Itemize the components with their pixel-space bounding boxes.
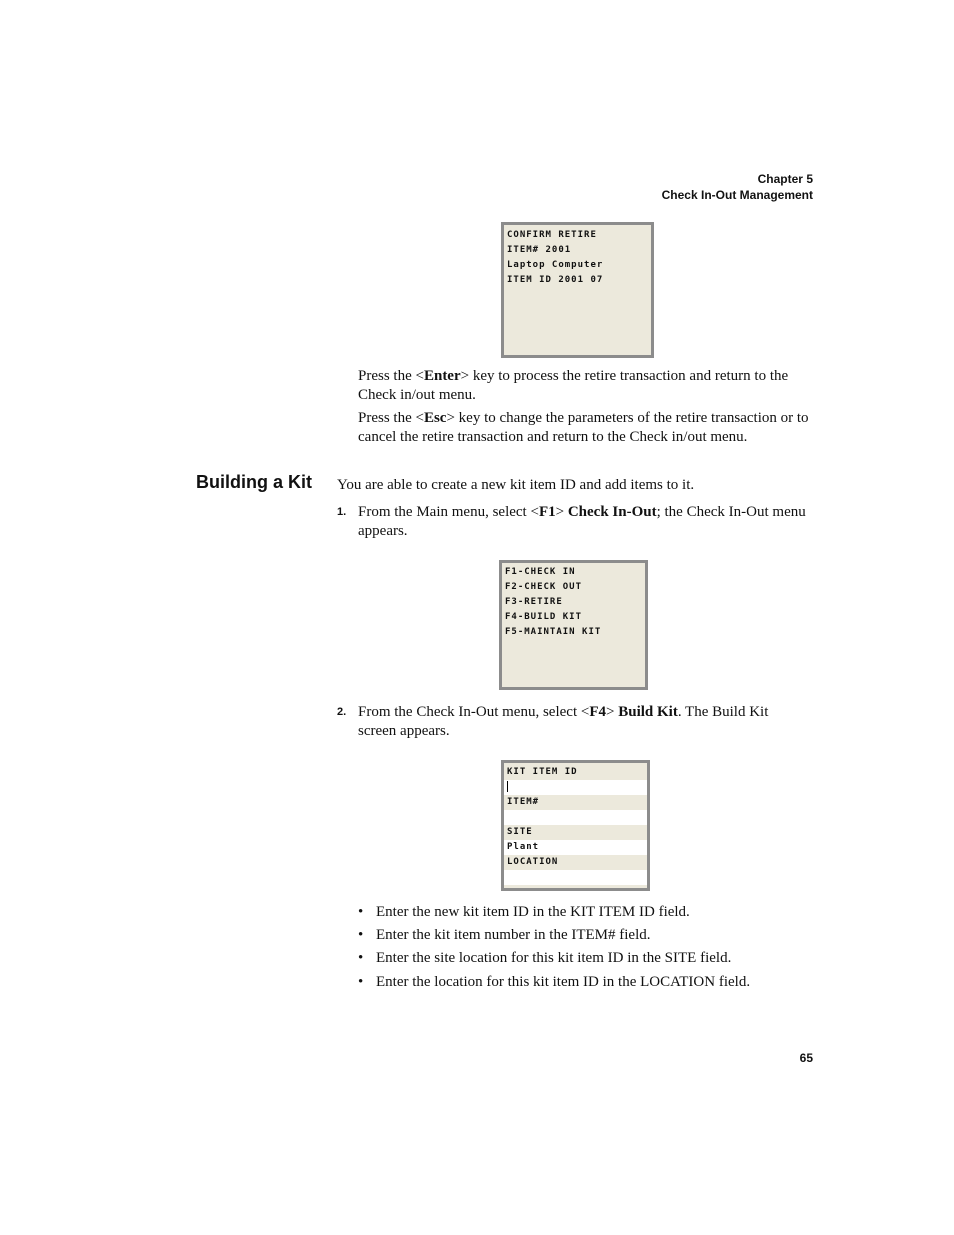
step-number: 1. — [337, 506, 347, 518]
chapter-title: Check In-Out Management — [661, 188, 813, 202]
step-number: 2. — [337, 706, 347, 718]
menu-option: F1-CHECK IN — [505, 567, 576, 577]
screen-line: ITEM ID 2001 07 — [507, 275, 604, 285]
menu-option: F3-RETIRE — [505, 597, 563, 607]
section-title: Building a Kit — [196, 472, 312, 492]
menu-option: F4-BUILD KIT — [505, 612, 583, 622]
screen-line: Laptop Computer — [507, 260, 604, 270]
esc-paragraph: Press the <Esc> key to change the parameters of the retire transaction or to cancel the retire transaction and return to the Check in/out menu. — [358, 410, 809, 445]
list-item: • Enter the location for this kit item ID in the LOCATION field. — [358, 974, 751, 990]
menu-option: F5-MAINTAIN KIT — [505, 627, 602, 637]
check-in-out-menu-screen — [499, 560, 648, 690]
item-number-field[interactable] — [504, 810, 647, 825]
confirm-retire-screen — [501, 222, 654, 358]
location-field[interactable] — [504, 870, 647, 885]
screen-line: CONFIRM RETIRE — [507, 230, 597, 240]
section-intro: You are able to create a new kit item ID and add items to it. — [337, 477, 695, 493]
list-item: • Enter the site location for this kit item ID in the SITE field. — [358, 950, 732, 966]
menu-option: F2-CHECK OUT — [505, 582, 583, 592]
chapter-label: Chapter 5 — [757, 172, 813, 186]
step-2-text: From the Check In-Out menu, select <F4> Build Kit. The Build Kit screen appears. — [358, 704, 769, 739]
list-item: • Enter the kit item number in the ITEM# field. — [358, 927, 651, 943]
build-kit-screen — [501, 760, 650, 891]
list-item: • Enter the new kit item ID in the KIT ITEM ID field. — [358, 904, 690, 920]
field-label: ITEM# — [507, 797, 540, 807]
screen-line: ITEM# 2001 — [507, 245, 572, 255]
text-cursor — [507, 781, 508, 792]
field-label: KIT ITEM ID — [507, 767, 578, 777]
site-field[interactable]: Plant — [504, 840, 647, 855]
field-label: LOCATION — [507, 857, 559, 867]
page-number: 65 — [799, 1051, 813, 1065]
enter-paragraph: Press the <Enter> key to process the retire transaction and return to the Check in/out menu. — [358, 368, 789, 403]
step-1-text: From the Main menu, select <F1> Check In-Out; the Check In-Out menu appears. — [358, 504, 806, 539]
kit-item-id-field[interactable] — [504, 780, 647, 795]
field-label: SITE — [507, 827, 533, 837]
